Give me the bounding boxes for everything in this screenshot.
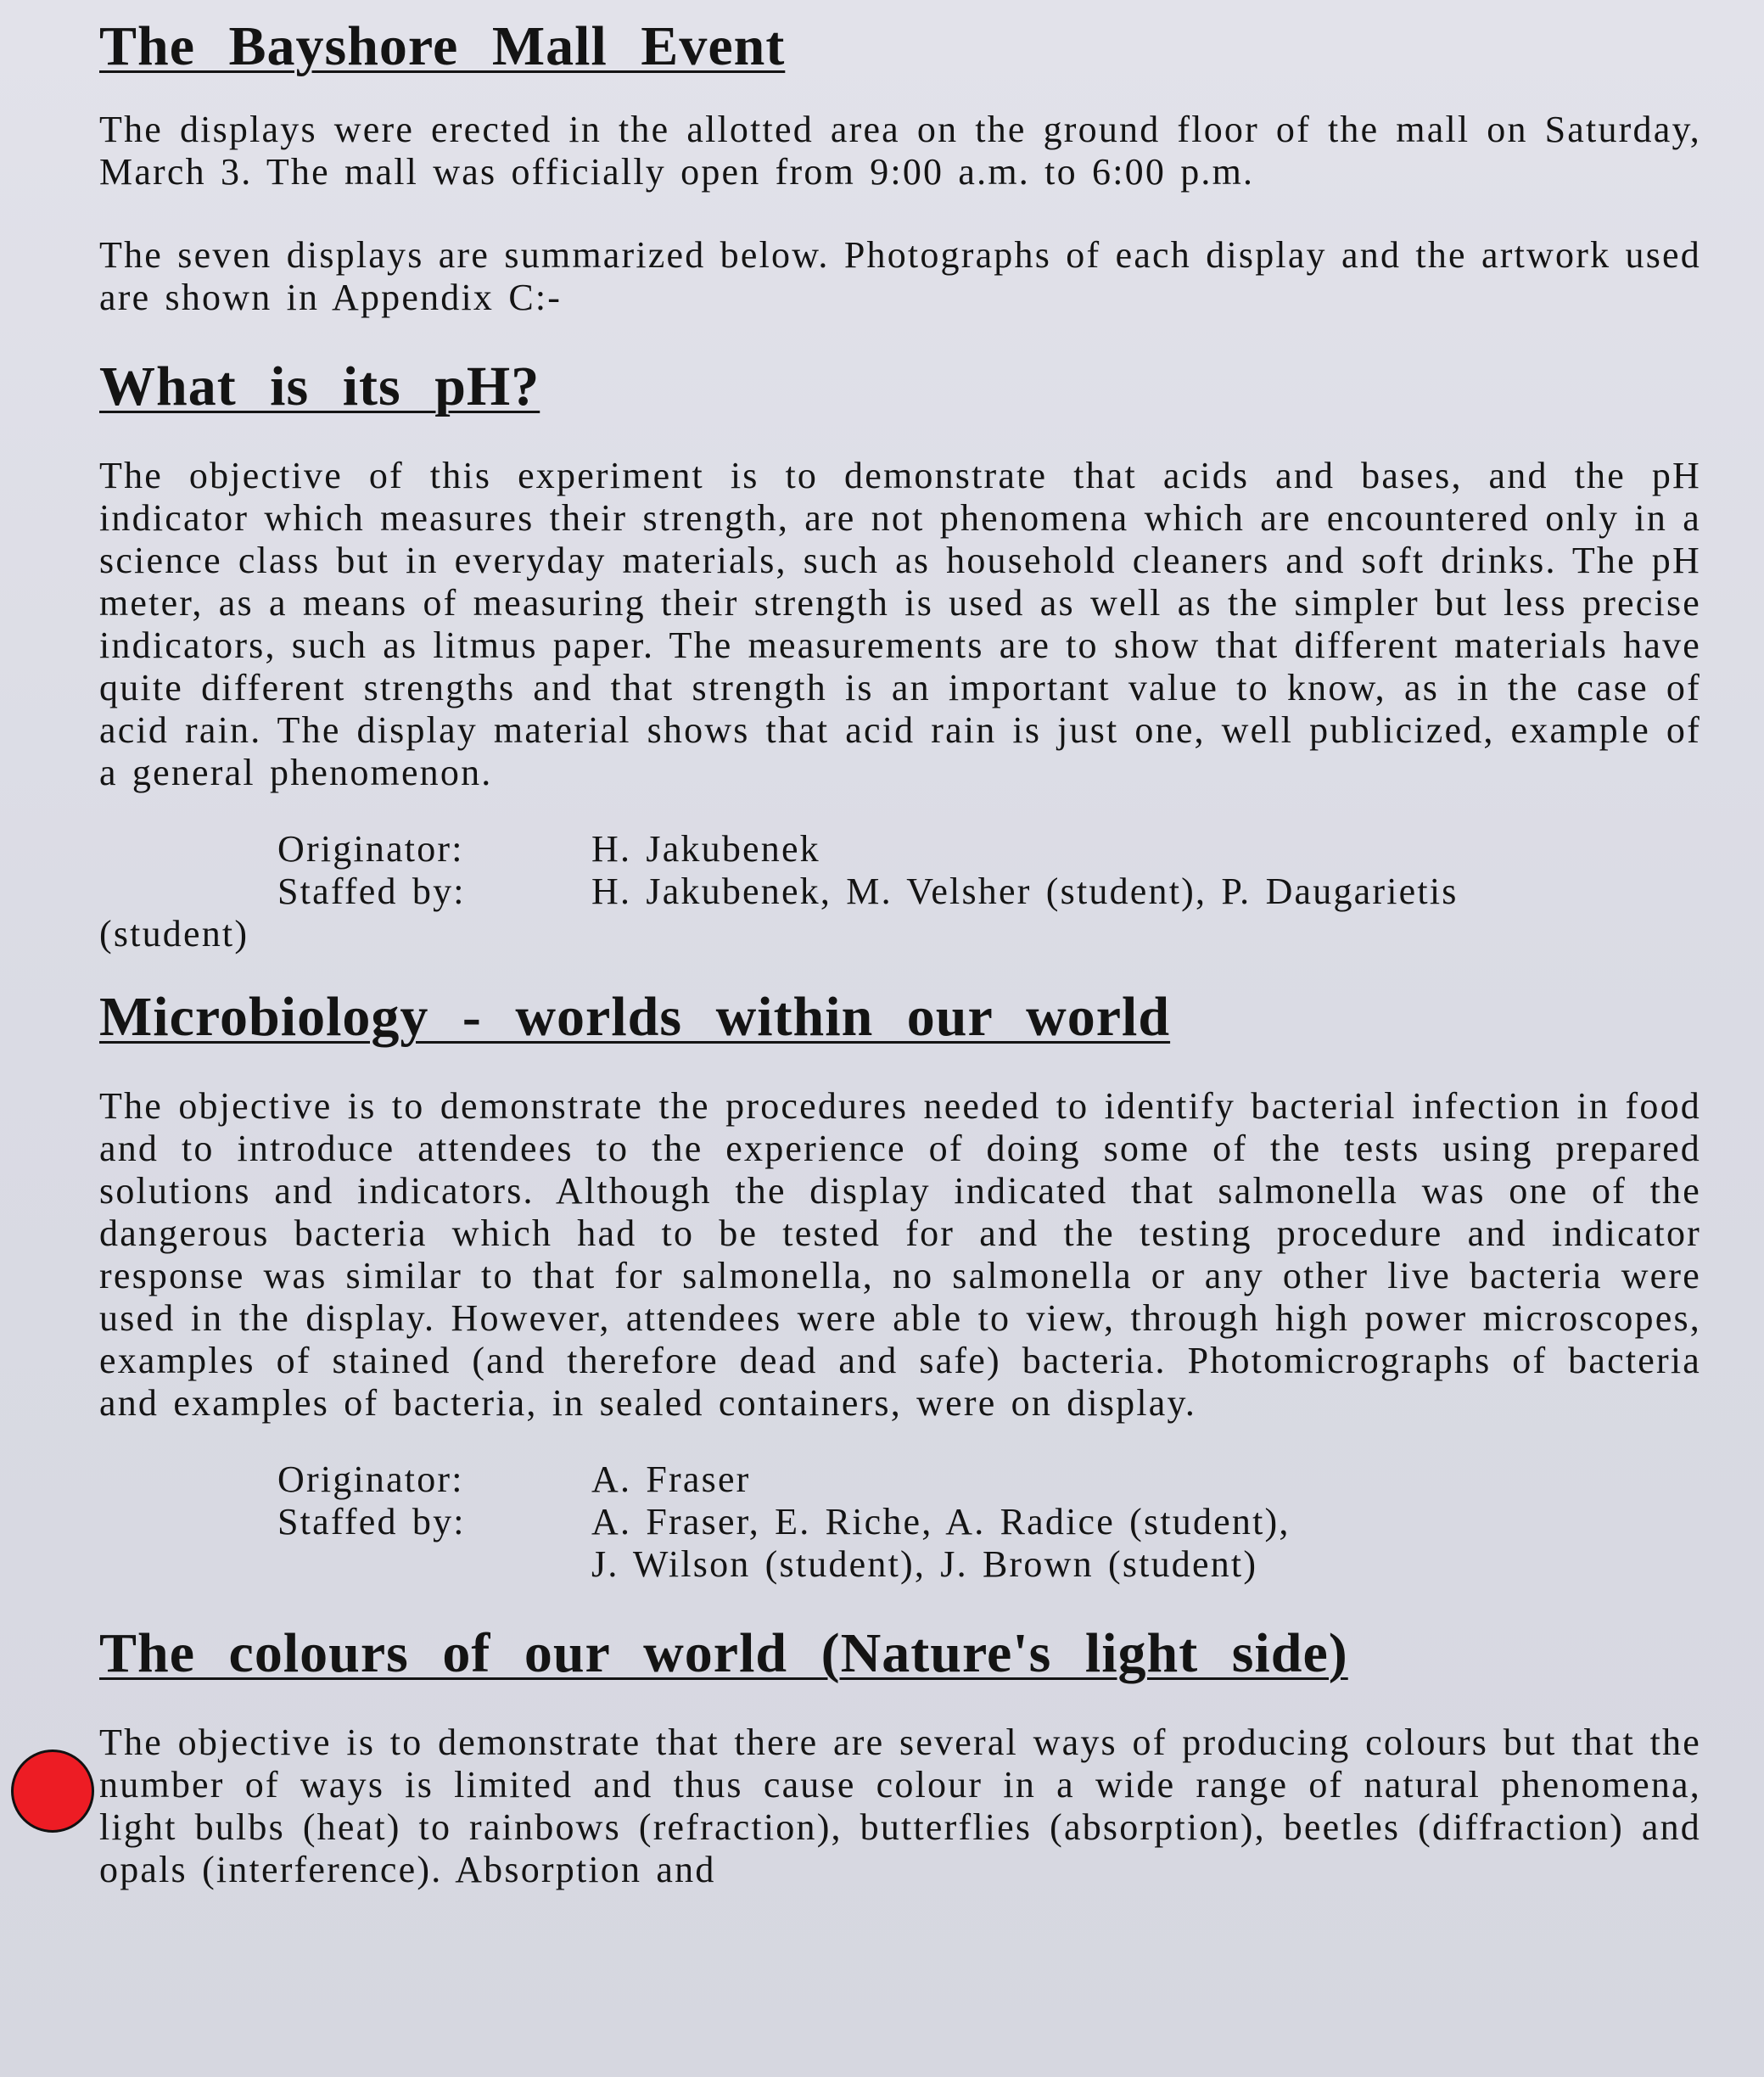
- ph-credits: [99, 828, 1701, 955]
- staffed-value: A. Fraser, E. Riche, A. Radice (student),: [591, 1501, 1291, 1542]
- red-circle-marker: [11, 1749, 94, 1833]
- originator-value: A. Fraser: [591, 1458, 751, 1500]
- originator-label: Originator:: [277, 828, 464, 870]
- ph-paragraph: The objective of this experiment is to demonstrate that acids and bases, and the pH indicator which measures their strength, are not phenomena which are encountered only in a science class but in everyday materials, such as household cleaners and soft drinks. The pH meter, as a means of measuring their strength is used as well as the simpler but less precise indicators, such as litmus paper. The measurements are to show that different materials have quite different strengths and that strength is an important value to know, as in the case of acid rain. The display material shows that acid rain is just one, well publicized, example of a general phenomenon.: [99, 455, 1701, 793]
- staffed-value-continued: J. Wilson (student), J. Brown (student): [591, 1543, 1258, 1585]
- originator-value: H. Jakubenek: [591, 828, 820, 870]
- section-heading-bayshore: The Bayshore Mall Event: [99, 15, 786, 77]
- originator-label: Originator:: [277, 1458, 464, 1500]
- document-body: [99, 15, 1701, 1891]
- section-heading-ph: What is its pH?: [99, 355, 540, 417]
- section-heading-colours: The colours of our world (Nature's light side): [99, 1622, 1348, 1684]
- intro-paragraph-2: The seven displays are summarized below. Photographs of each display and the artwork used are shown in Appendix C:-: [99, 234, 1701, 318]
- colours-paragraph: The objective is to demonstrate that there are several ways of producing colours but that the number of ways is limited and thus cause colour in a wide range of natural phenomena, light bulbs (heat) to rainbows (refraction), butterflies (absorption), beetles (diffraction) and opals (interference). Absorption and: [99, 1722, 1701, 1890]
- staffed-label: Staffed by:: [277, 1501, 466, 1542]
- staffed-label: Staffed by:: [277, 871, 466, 912]
- staffed-value: H. Jakubenek, M. Velsher (student), P. Daugarietis: [591, 871, 1459, 912]
- section-heading-microbiology: Microbiology - worlds within our world: [99, 986, 1171, 1048]
- staffed-value-continued: (student): [99, 913, 249, 955]
- microbiology-credits: [99, 1458, 1701, 1586]
- microbiology-paragraph: The objective is to demonstrate the procedures needed to identify bacterial infection in food and to introduce attendees to the experience of doing some of the tests using prepared solutions and indicators. Although the display indicated that salmonella was one of the dangerous bacteria which had to be tested for and the testing procedure and indicator response was similar to that for salmonella, no salmonella or any other live bacteria were used in the display. However, attendees were able to view, through high power microscopes, examples of stained (and therefore dead and safe) bacteria. Photomicrographs of bacteria and examples of bacteria, in sealed containers, were on display.: [99, 1085, 1701, 1424]
- intro-paragraph-1: The displays were erected in the allotted area on the ground floor of the mall on Saturday, March 3. The mall was officially open from 9:00 a.m. to 6:00 p.m.: [99, 109, 1701, 193]
